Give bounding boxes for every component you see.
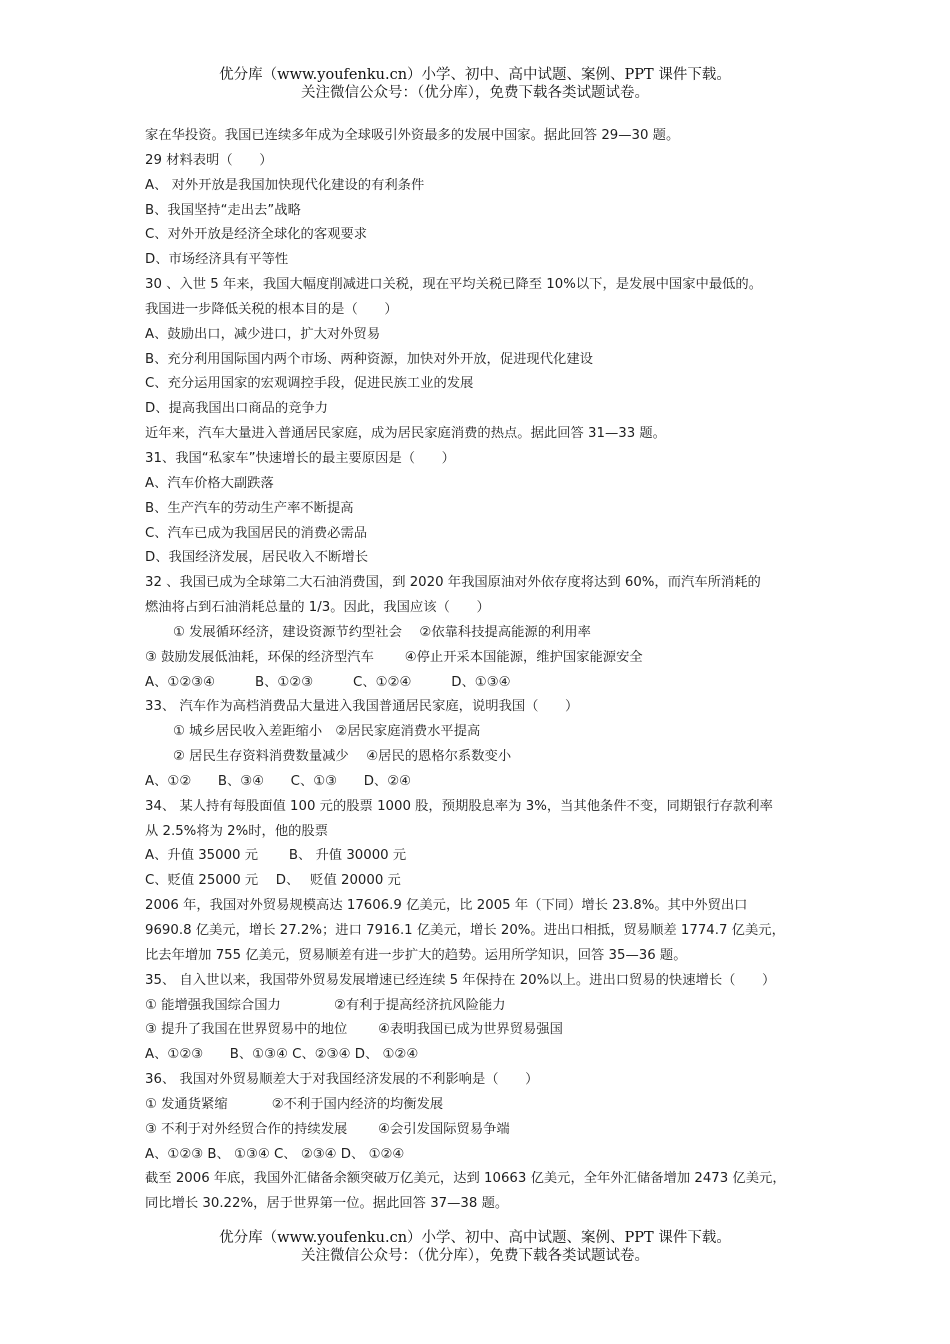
- material-text: 截至 2006 年底，我国外汇储备余额突破万亿美元，达到 10663 亿美元，全年外汇储备增加 2473 亿美元，: [145, 1171, 786, 1187]
- material-text: 比去年增加 755 亿美元，贸易顺差有进一步扩大的趋势。运用所学知识，回答 35—36 题。: [145, 947, 687, 963]
- footer-banner: [0, 1229, 950, 1265]
- text-line: 从 2.5%将为 2%时，他的股票: [145, 823, 329, 839]
- option-line: C、充分运用国家的宏观调控手段，促进民族工业的发展: [145, 376, 474, 392]
- material-text: 同比增长 30.22%，居于世界第一位。据此回答 37—38 题。: [145, 1196, 509, 1212]
- question-body: [145, 124, 825, 1217]
- footer-line-2: 关注微信公众号：（优分库），免费下载各类试题试卷。: [301, 1248, 649, 1264]
- question-30: 30 、入世 5 年来，我国大幅度削减进口关税，现在平均关税已降至 10%以下，是发展中国家中最低的。: [145, 277, 763, 293]
- question-35: 35、 自入世以来，我国带外贸易发展增速已经连续 5 年保持在 20%以上。进出口贸易的快速增长（ ）: [145, 972, 776, 988]
- text-line: 燃油将占到石油消耗总量的 1/3。因此，我国应该（ ）: [145, 600, 490, 616]
- option-line: A、①②③ B、①③④ C、②③④ D、 ①②④: [145, 1047, 419, 1063]
- header-line-1: 优分库（www.youfenku.cn）小学、初中、高中试题、案例、PPT 课件下载。: [219, 67, 731, 83]
- question-31: 31、我国“私家车”快速增长的最主要原因是（ ）: [145, 450, 455, 466]
- option-line: D、市场经济具有平等性: [145, 252, 289, 268]
- statement-line: ① 发通货紧缩 ②不利于国内经济的均衡发展: [145, 1096, 444, 1112]
- option-line: A、①②③④ B、①②③ C、①②④ D、①③④: [145, 674, 511, 690]
- question-34: 34、 某人持有每股面值 100 元的股票 1000 股，预期股息率为 3%，当其他条件不变，同期银行存款利率: [145, 798, 773, 814]
- statement-line: ③ 鼓励发展低油耗，环保的经济型汽车 ④停止开采本国能源，维护国家能源安全: [145, 649, 643, 665]
- option-line: A、汽车价格大副跌落: [145, 475, 274, 491]
- option-line: A、①② B、③④ C、①③ D、②④: [145, 773, 412, 789]
- header-banner: [0, 66, 950, 102]
- material-text: 9690.8 亿美元，增长 27.2%；进口 7916.1 亿美元，增长 20%。进出口相抵，贸易顺差 1774.7 亿美元，: [145, 923, 785, 938]
- option-line: C、贬值 25000 元 D、 贬值 20000 元: [145, 873, 401, 889]
- footer-line-1: 优分库（www.youfenku.cn）小学、初中、高中试题、案例、PPT 课件下载。: [219, 1230, 731, 1246]
- statement-line: ② 居民生存资料消费数量减少 ④居民的恩格尔系数变小: [173, 749, 512, 765]
- option-line: A、 对外开放是我国加快现代化建设的有利条件: [145, 177, 425, 193]
- statement-line: ① 发展循环经济，建设资源节约型社会 ②依靠科技提高能源的利用率: [173, 624, 591, 640]
- option-line: A、鼓励出口，减少进口，扩大对外贸易: [145, 326, 381, 342]
- option-line: D、我国经济发展，居民收入不断增长: [145, 550, 368, 566]
- text-line: 我国进一步降低关税的根本目的是（ ）: [145, 301, 398, 317]
- material-text: 2006 年，我国对外贸易规模高达 17606.9 亿美元，比 2005 年（下同）增长 23.8%。其中外贸出口: [145, 898, 748, 914]
- question-36: 36、 我国对外贸易顺差大于对我国经济发展的不利影响是（ ）: [145, 1072, 539, 1088]
- question-32: 32 、我国已成为全球第二大石油消费国，到 2020 年我国原油对外依存度将达到 60%，而汽车所消耗的: [145, 575, 761, 591]
- material-text: 近年来，汽车大量进入普通居民家庭，成为居民家庭消费的热点。据此回答 31—33 题。: [145, 426, 666, 442]
- option-line: A、①②③ B、 ①③④ C、 ②③④ D、 ①②④: [145, 1146, 405, 1162]
- option-line: A、升值 35000 元 B、 升值 30000 元: [145, 848, 407, 864]
- statement-line: ① 城乡居民收入差距缩小 ②居民家庭消费水平提高: [173, 724, 481, 740]
- option-line: B、充分利用国际国内两个市场、两种资源，加快对外开放，促进现代化建设: [145, 351, 593, 367]
- option-line: C、汽车已成为我国居民的消费必需品: [145, 525, 368, 541]
- header-line-2: 关注微信公众号：（优分库），免费下载各类试题试卷。: [301, 85, 649, 101]
- statement-line: ① 能增强我国综合国力 ②有利于提高经济抗风险能力: [145, 997, 506, 1013]
- option-line: B、我国坚持“走出去”战略: [145, 202, 301, 218]
- question-33: 33、 汽车作为高档消费品大量进入我国普通居民家庭，说明我国（ ）: [145, 699, 579, 715]
- statement-line: ③ 提升了我国在世界贸易中的地位 ④表明我国已成为世界贸易强国: [145, 1022, 563, 1038]
- question-29: 29 材料表明（ ）: [145, 152, 273, 168]
- option-line: B、生产汽车的劳动生产率不断提高: [145, 500, 354, 516]
- text-line: 家在华投资。我国已连续多年成为全球吸引外资最多的发展中国家。据此回答 29—30 题。: [145, 128, 680, 143]
- option-line: C、对外开放是经济全球化的客观要求: [145, 227, 368, 243]
- option-line: D、提高我国出口商品的竞争力: [145, 401, 329, 417]
- statement-line: ③ 不利于对外经贸合作的持续发展 ④会引发国际贸易争端: [145, 1121, 510, 1137]
